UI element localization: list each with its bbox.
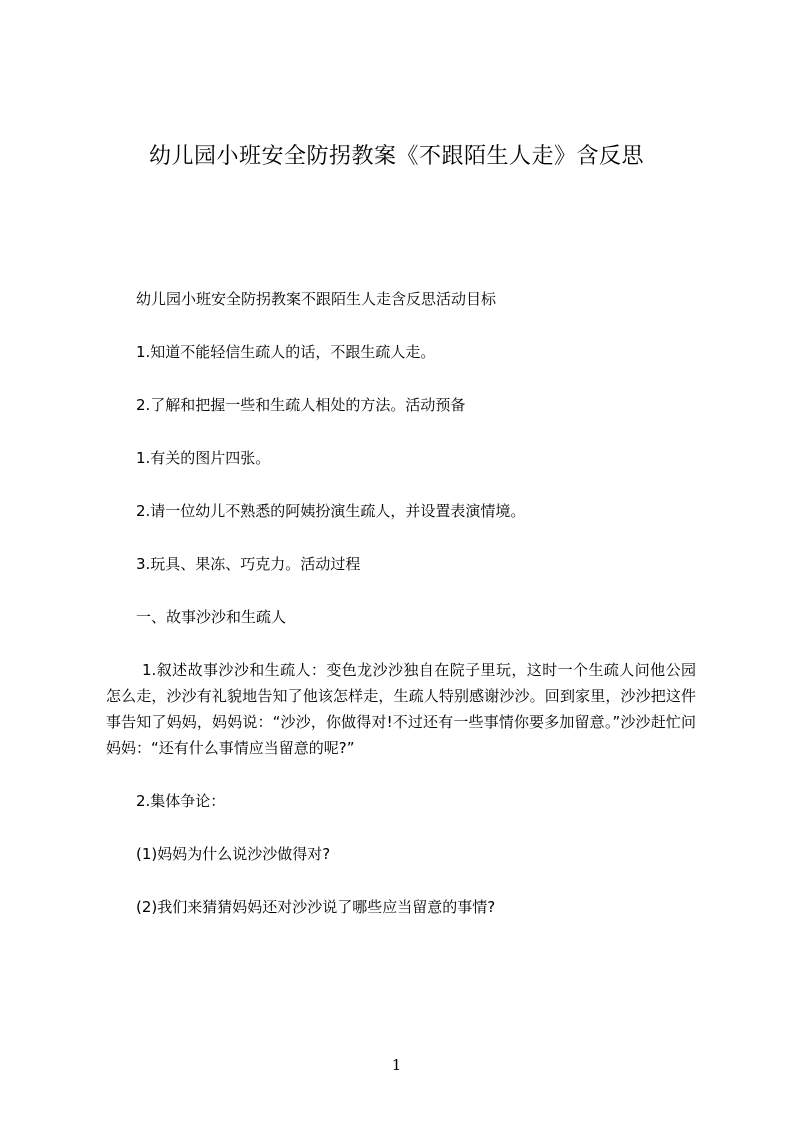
paragraph-question-1: (1)妈妈为什么说沙沙做得对? (136, 845, 331, 863)
paragraph-prep-3: 3.玩具、果冻、巧克力。活动过程 (136, 555, 361, 573)
paragraph-prep-2: 2.请一位幼儿不熟悉的阿姨扮演生疏人，并设置表演情境。 (136, 502, 526, 520)
paragraph-prep-1: 1.有关的图片四张。 (136, 449, 271, 467)
document-body (106, 286, 696, 920)
paragraph-discussion: 2.集体争论： (136, 792, 226, 810)
page-number: 1 (391, 1056, 402, 1074)
paragraph-question-2: (2)我们来猜猜妈妈还对沙沙说了哪些应当留意的事情? (136, 898, 496, 916)
paragraph-activity-goals: 幼儿园小班安全防拐教案不跟陌生人走含反思活动目标 (136, 290, 497, 308)
paragraph-goal-2: 2.了解和把握一些和生疏人相处的方法。活动预备 (136, 396, 466, 414)
paragraph-section-1: 一、故事沙沙和生疏人 (136, 608, 287, 626)
document-title: 幼儿园小班安全防拐教案《不跟陌生人走》含反思 (148, 144, 644, 169)
paragraph-story: 1.叙述故事沙沙和生疏人：变色龙沙沙独自在院子里玩，这时一个生疏人问他公园怎么走，沙沙有礼貌地告知了他该怎样走，生疏人特别感谢沙沙。回到家里，沙沙把这件事告知了妈妈，妈妈说：“沙沙，你做得对!不过还有一些事情你要多加留意。”沙沙赶忙问妈妈：“还有什么事情应当留意的呢?” (106, 661, 696, 757)
paragraph-goal-1: 1.知道不能轻信生疏人的话，不跟生疏人走。 (136, 343, 436, 361)
